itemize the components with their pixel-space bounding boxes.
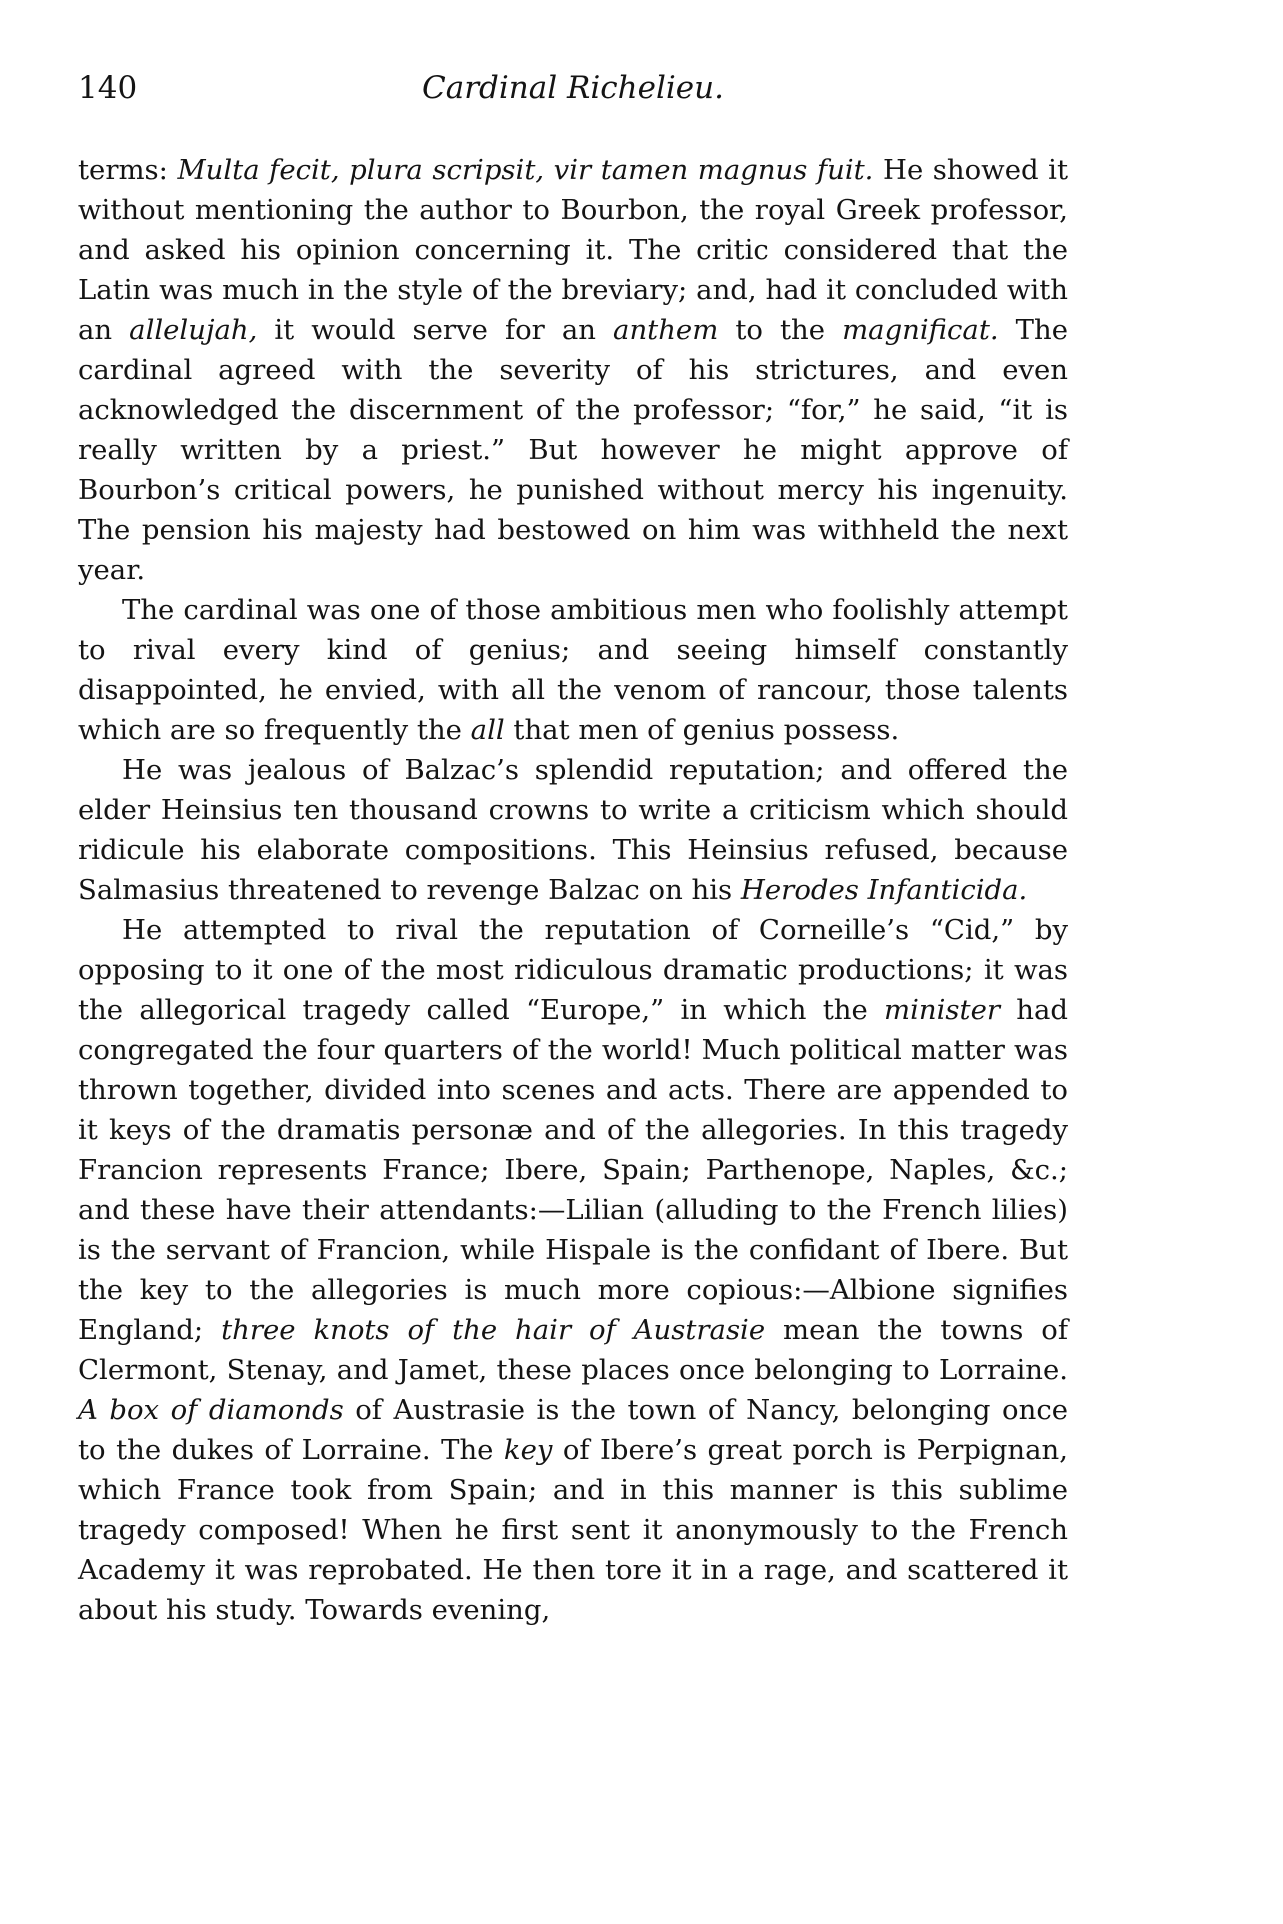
- italic-text: A box of diamonds: [78, 1394, 344, 1426]
- text-run: He showed it without mentioning the author to Bourbon, the royal Greek professor, and asked his opinion concerning it. The critic considered that the Latin was much in the style of the breviary; and, had it concluded with an: [78, 154, 1068, 346]
- paragraph-4: [78, 910, 1068, 1630]
- italic-text: minister: [884, 994, 1000, 1026]
- italic-text: Multa fecit, plura scripsit, vir tamen magnus fuit.: [177, 154, 874, 186]
- text-run: The cardinal was one of those ambitious men who foolishly attempt to rival every kind of genius; and seeing himself constantly disappointed, he envied, with all the venom of rancour, those talents which are so frequently the: [78, 594, 1068, 746]
- paragraph-1: [78, 150, 1068, 590]
- text-run: it would serve for an: [257, 314, 614, 346]
- italic-text: key: [503, 1434, 553, 1466]
- page-number: 140: [78, 70, 138, 106]
- text-run: of Austrasie is the town of Nancy, belonging once to the dukes of Lorraine. The: [78, 1394, 1069, 1466]
- italic-text: all: [470, 714, 505, 746]
- italic-text: allelujah,: [129, 314, 258, 346]
- text-run: He attempted to rival the reputation of Corneille’s “Cid,” by opposing to it one of the most ridiculous dramatic productions; it was the allegorical tragedy called “Europe,” in which the: [78, 914, 1068, 1026]
- running-title: Cardinal Richelieu.: [422, 70, 724, 106]
- text-run: mean the towns of Clermont, Stenay, and Jamet, these places once belonging to Lorraine.: [78, 1314, 1068, 1386]
- text-run: that men of genius possess.: [504, 714, 900, 746]
- text-run: He was jealous of Balzac’s splendid reputation; and offered the elder Heinsius ten thousand crowns to write a criticism which should ridicule his elaborate compositions. This Heinsius refused, because Salmasius threatened to revenge Balzac on his: [78, 754, 1068, 906]
- italic-text: magnificat.: [842, 314, 999, 346]
- text-run: The cardinal agreed with the severity of his strictures, and even acknowledged the discernment of the professor; “for,” he said, “it is really written by a priest.” But however he might approve of Bourbon’s critical powers, he punished without mercy his ingenuity. The pension his majesty had bestowed on him was withheld the next year.: [78, 314, 1068, 586]
- page-header: [78, 70, 1068, 120]
- text-run: of Ibere’s great porch is Perpignan, which France took from Spain; and in this manner is this sublime tragedy composed! When he first sent it anonymously to the French Academy it was reprobated. He then tore it in a rage, and scattered it about his study. Towards evening,: [78, 1434, 1068, 1626]
- text-run: had congregated the four quarters of the world! Much political matter was thrown together, divided into scenes and acts. There are appended to it keys of the dramatis personæ and of the allegories. In this tragedy Francion represents France; Ibere, Spain; Parthenope, Naples, &c.; and these have their attendants:—Lilian (alluding to the French lilies) is the servant of Francion, while Hispale is the confidant of Ibere. But the key to the allegories is much more copious:—Albione signifies England;: [78, 994, 1068, 1346]
- text-run: terms:: [78, 154, 178, 186]
- text-run: to the: [718, 314, 843, 346]
- body-text: [78, 150, 1068, 1630]
- italic-text: anthem: [613, 314, 719, 346]
- paragraph-3: [78, 750, 1068, 910]
- italic-text: Herodes Infanticida.: [740, 874, 1028, 906]
- paragraph-2: [78, 590, 1068, 750]
- italic-text: three knots of the hair of Austrasie: [221, 1314, 766, 1346]
